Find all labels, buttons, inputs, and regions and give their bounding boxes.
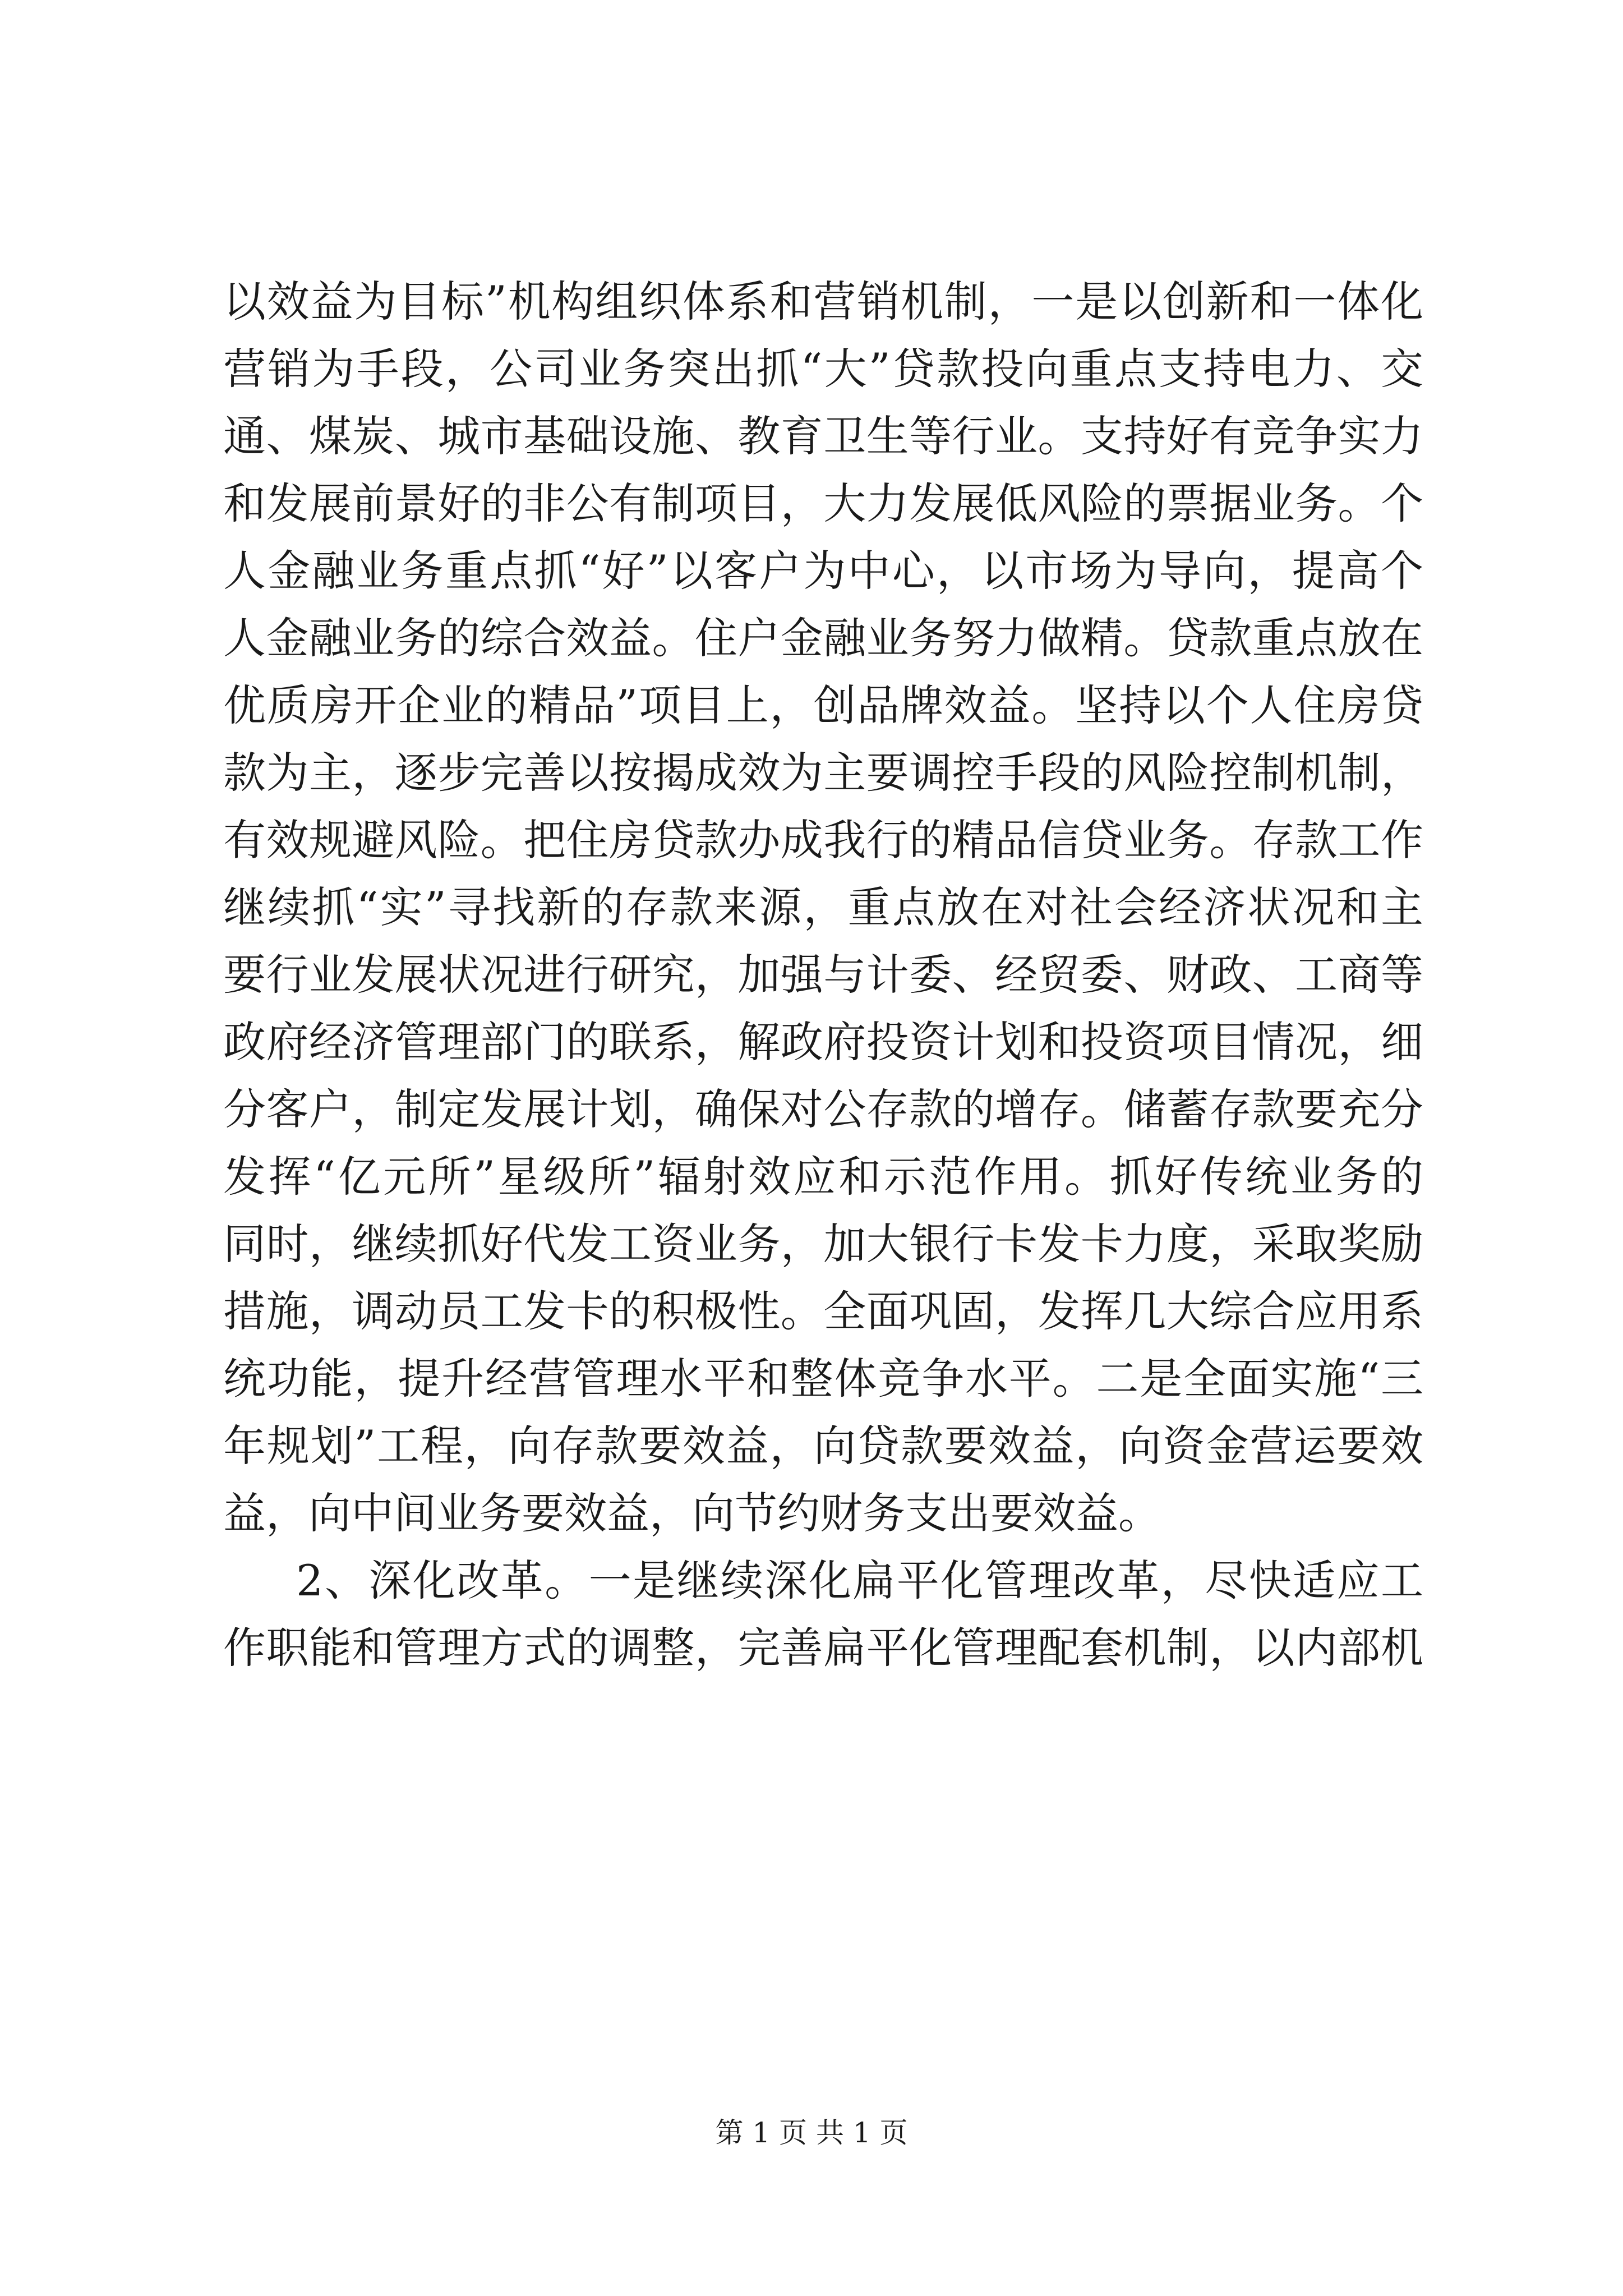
document-body — [223, 268, 1423, 1682]
text-line: 款为主，逐步完善以按揭成效为主要调控手段的风险控制机制， — [223, 748, 1423, 798]
text-line: 2、深化改革。一是继续深化扁平化管理改革，尽快适应工 — [296, 1556, 1423, 1605]
text-line: 要行业发展状况进行研究，加强与计委、经贸委、财政、工商等 — [223, 950, 1423, 1000]
text-line: 措施，调动员工发卡的积极性。全面巩固，发挥几大综合应用系 — [223, 1286, 1423, 1336]
text-line: 同时，继续抓好代发工资业务，加大银行卡发卡力度，采取奖励 — [223, 1219, 1423, 1269]
text-line: 通、煤炭、城市基础设施、教育卫生等行业。支持好有竞争实力 — [223, 411, 1423, 461]
text-line: 继续抓“实”寻找新的存款来源，重点放在对社会经济状况和主 — [223, 882, 1423, 932]
text-line: 政府经济管理部门的联系，解政府投资计划和投资项目情况，细 — [223, 1017, 1423, 1067]
text-line: 有效规避风险。把住房贷款办成我行的精品信贷业务。存款工作 — [223, 815, 1423, 865]
page-footer: 第 1 页 共 1 页 — [715, 2116, 908, 2149]
text-line: 发挥“亿元所”星级所”辐射效应和示范作用。抓好传统业务的 — [223, 1152, 1423, 1202]
text-line: 作职能和管理方式的调整，完善扁平化管理配套机制，以内部机 — [223, 1623, 1423, 1673]
text-line: 营销为手段，公司业务突出抓“大”贷款投向重点支持电力、交 — [223, 344, 1423, 394]
text-line: 优质房开企业的精品”项目上，创品牌效益。坚持以个人住房贷 — [223, 680, 1423, 730]
text-line: 和发展前景好的非公有制项目，大力发展低风险的票据业务。个 — [223, 478, 1423, 528]
text-line: 以效益为目标”机构组织体系和营销机制，一是以创新和一体化 — [223, 277, 1423, 326]
text-line: 统功能，提升经营管理水平和整体竞争水平。二是全面实施“三 — [223, 1354, 1423, 1404]
text-line: 年规划”工程，向存款要效益，向贷款要效益，向资金营运要效 — [223, 1421, 1423, 1471]
text-line: 分客户，制定发展计划，确保对公存款的增存。储蓄存款要充分 — [223, 1084, 1423, 1134]
text-line: 益，向中间业务要效益，向节约财务支出要效益。 — [223, 1488, 1161, 1538]
text-line: 人金融业务重点抓“好”以客户为中心，以市场为导向，提高个 — [223, 546, 1423, 596]
text-line: 人金融业务的综合效益。住户金融业务努力做精。贷款重点放在 — [223, 613, 1423, 663]
